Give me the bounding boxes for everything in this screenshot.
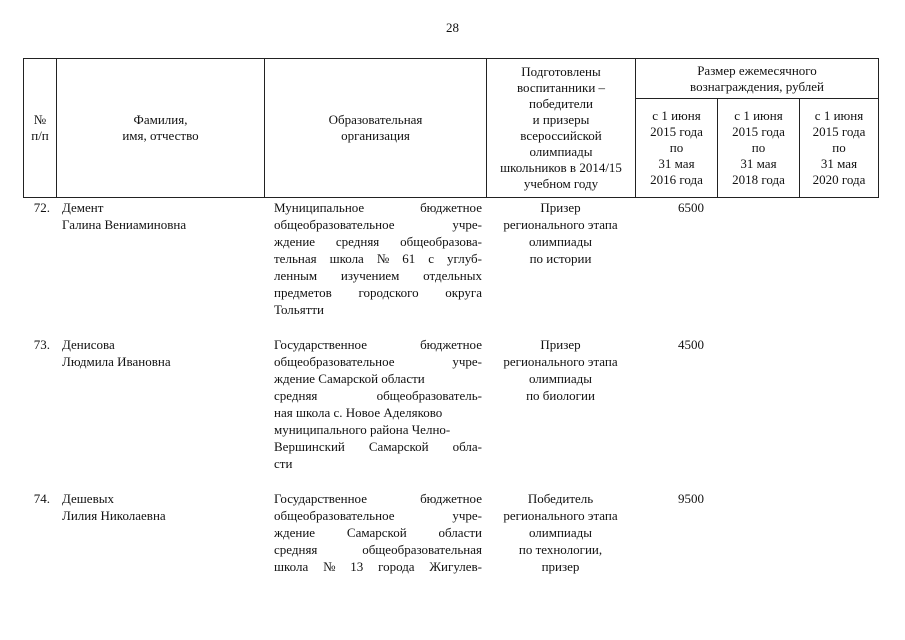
achievement-line: олимпиады	[528, 371, 593, 386]
surname: Дешевых	[62, 491, 114, 506]
table-row	[23, 199, 878, 318]
header-achievement	[487, 59, 636, 198]
header-period-2016-text: с 1 июня 2015 года по 31 мая 2016 года	[650, 108, 703, 187]
achievement	[486, 199, 635, 318]
org-line: школа № 13 города Жигулев-	[274, 559, 482, 574]
achievement	[486, 490, 635, 575]
org-line: ленным изучением отдельных	[274, 268, 482, 283]
organization	[264, 336, 486, 472]
org-line: ная школа с. Новое Аделяково	[274, 405, 443, 420]
org-line: тельная школа № 61 с углуб-	[274, 251, 482, 266]
header-num	[24, 59, 57, 198]
header-period-2020-text: с 1 июня 2015 года по 31 мая 2020 года	[812, 108, 866, 187]
row-number: 74.	[33, 491, 50, 506]
table-body	[23, 199, 878, 593]
org-line: общеобразовательное учре-	[274, 217, 482, 232]
achievement	[486, 336, 635, 472]
org-line: ждение Самарской области	[274, 525, 482, 540]
achievement-line: регионального этапа	[503, 508, 618, 523]
header-period-2018	[718, 99, 800, 198]
given-names: Лилия Николаевна	[62, 508, 166, 523]
achievement-line: олимпиады	[528, 525, 593, 540]
header-org	[265, 59, 487, 198]
achievement-line: по истории	[529, 251, 592, 266]
reward-amount: 4500	[678, 337, 704, 352]
table-row	[23, 336, 878, 472]
org-line: средняя общеобразовательная	[274, 542, 482, 557]
org-line: средняя общеобразователь-	[274, 388, 482, 403]
achievement-line: Призер	[540, 200, 581, 215]
achievement-line: олимпиады	[528, 234, 593, 249]
person-name	[56, 199, 264, 318]
reward-amount: 9500	[678, 491, 704, 506]
org-line: Муниципальное бюджетное	[274, 200, 482, 215]
row-number: 73.	[33, 337, 50, 352]
reward-amount: 6500	[678, 200, 704, 215]
given-names: Галина Вениаминовна	[62, 217, 187, 232]
achievement-line: регионального этапа	[503, 354, 618, 369]
achievement-line: Победитель	[527, 491, 594, 506]
org-line: сти	[274, 456, 293, 471]
org-line: Вершинский Самарской обла-	[274, 439, 482, 454]
header-num-text: № п/п	[31, 112, 49, 143]
org-line: общеобразовательное учре-	[274, 354, 482, 369]
given-names: Людмила Ивановна	[62, 354, 171, 369]
achievement-line: по биологии	[526, 388, 595, 403]
header-period-2018-text: с 1 июня 2015 года по 31 мая 2018 года	[732, 108, 785, 187]
header-name	[57, 59, 265, 198]
row-number: 72.	[33, 200, 50, 215]
person-name	[56, 336, 264, 472]
surname: Денисова	[62, 337, 115, 352]
header-reward	[636, 59, 879, 99]
header-achievement-text: Подготовлены воспитанники – победители и призеры всероссийской олимпиады школьников в 2014/15 учебном году	[500, 64, 622, 191]
achievement-line: по технологии,	[518, 542, 603, 557]
org-line: муниципального района Челно-	[274, 422, 451, 437]
surname: Демент	[62, 200, 104, 215]
org-line: ждение средняя общеобразова-	[274, 234, 482, 249]
page-number: 28	[446, 20, 459, 35]
header-period-2016	[636, 99, 718, 198]
achievement-line: регионального этапа	[503, 217, 618, 232]
header-reward-text: Размер ежемесячного вознаграждения, рублей	[690, 62, 824, 94]
table-row	[23, 490, 878, 575]
organization	[264, 199, 486, 318]
achievement-line: призер	[541, 559, 580, 574]
org-line: общеобразовательное учре-	[274, 508, 482, 523]
org-line: Государственное бюджетное	[274, 491, 482, 506]
org-line: Государственное бюджетное	[274, 337, 482, 352]
header-period-2020	[800, 99, 879, 198]
person-name	[56, 490, 264, 575]
org-line: ждение Самарской области	[274, 371, 425, 386]
org-line: предметов городского округа	[274, 285, 482, 300]
achievement-line: Призер	[540, 337, 581, 352]
table-header	[23, 58, 879, 198]
org-line: Тольятти	[274, 302, 325, 317]
header-name-text: Фамилия, имя, отчество	[122, 112, 199, 143]
header-org-text: Образовательная организация	[328, 112, 423, 143]
organization	[264, 490, 486, 575]
